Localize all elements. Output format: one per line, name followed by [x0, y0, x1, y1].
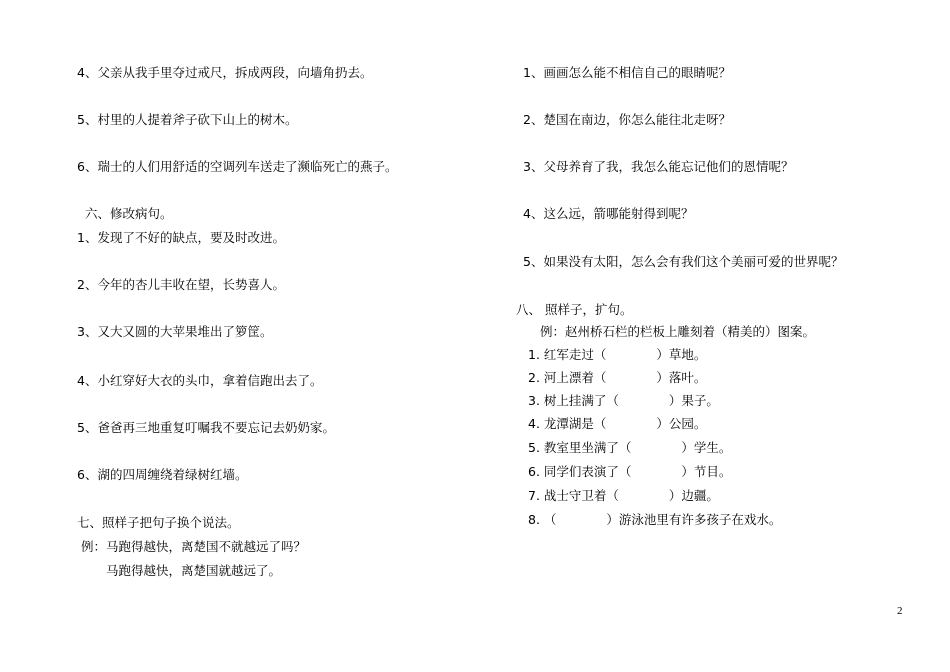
s6-item-6: 6、湖的四周缠绕着绿树红墙。 — [77, 467, 248, 482]
s8-item-2: 2. 河上漂着（ ）落叶。 — [528, 370, 707, 385]
s8-item-4: 4. 龙潭湖是（ ）公园。 — [528, 416, 707, 431]
s8-example: 例：赵州桥石栏的栏板上雕刻着（精美的）图案。 — [540, 324, 816, 339]
s7-item-5: 5、如果没有太阳，怎么会有我们这个美丽可爱的世界呢？ — [523, 254, 844, 269]
s7-item-1: 1、画画怎么能不相信自己的眼睛呢？ — [523, 65, 731, 80]
s7-item-3: 3、父母养育了我，我怎么能忘记他们的恩情呢？ — [523, 159, 794, 174]
section-7-title: 七、照样子把句子换个说法。 — [77, 515, 240, 530]
s6-item-1: 1、发现了不好的缺点，要及时改进。 — [77, 230, 285, 245]
s6-item-2: 2、今年的杏儿丰收在望，长势喜人。 — [77, 277, 285, 292]
s8-item-3: 3. 树上挂满了（ ）果子。 — [528, 393, 719, 408]
sentence-5: 5、村里的人提着斧子砍下山上的树木。 — [77, 112, 298, 127]
s8-item-5: 5. 教室里坐满了（ ）学生。 — [528, 440, 732, 455]
s6-item-4: 4、小红穿好大衣的头巾，拿着信跑出去了。 — [77, 373, 323, 388]
page-number: 2 — [897, 605, 903, 617]
s8-item-8: 8. （ ）游泳池里有许多孩子在戏水。 — [528, 512, 782, 527]
section-6-title: 六、修改病句。 — [85, 206, 173, 221]
s7-item-4: 4、这么远，箭哪能射得到呢？ — [523, 206, 694, 221]
s8-item-1: 1. 红军走过（ ）草地。 — [528, 347, 707, 362]
s7-item-2: 2、楚国在南边，你怎么能往北走呀？ — [523, 112, 731, 127]
s7-example-question: 例：马跑得越快，离楚国不就越远了吗？ — [81, 539, 307, 554]
sentence-6: 6、瑞士的人们用舒适的空调列车送走了濒临死亡的燕子。 — [77, 159, 398, 174]
s7-example-answer: 马跑得越快，离楚国就越远了。 — [106, 563, 282, 578]
s8-item-6: 6. 同学们表演了（ ）节目。 — [528, 464, 732, 479]
s6-item-5: 5、爸爸再三地重复叮嘱我不要忘记去奶奶家。 — [77, 420, 335, 435]
s8-item-7: 7. 战士守卫着（ ）边疆。 — [528, 488, 719, 503]
s6-item-3: 3、又大又圆的大苹果堆出了箩筐。 — [77, 324, 273, 339]
section-8-title: 八、 照样子，扩句。 — [516, 302, 633, 317]
sentence-4: 4、父亲从我手里夺过戒尺，拆成两段，向墙角扔去。 — [77, 65, 373, 80]
